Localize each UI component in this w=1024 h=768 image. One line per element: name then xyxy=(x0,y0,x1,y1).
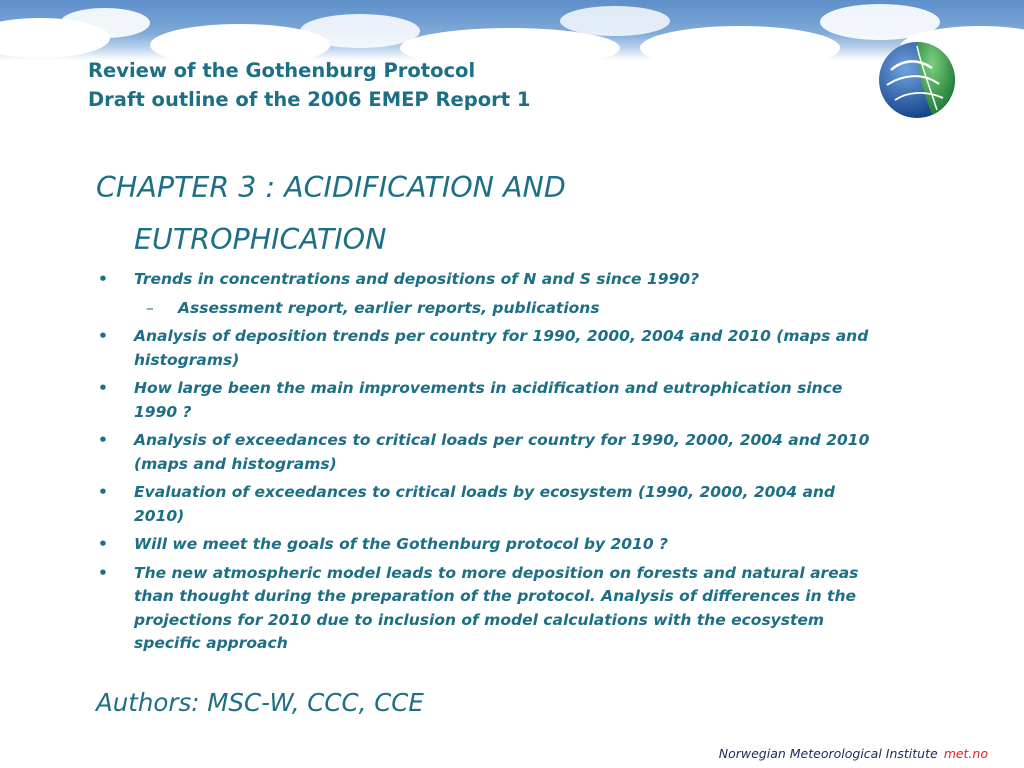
list-item xyxy=(96,377,876,424)
list-item-text: Trends in concentrations and depositions of N and S since 1990? xyxy=(134,270,700,288)
title-line-1: Review of the Gothenburg Protocol xyxy=(88,59,476,82)
footer xyxy=(719,746,988,761)
chapter-heading xyxy=(96,162,876,266)
bullet-marker: • xyxy=(98,563,108,582)
list-item xyxy=(96,297,876,321)
list-item xyxy=(96,325,876,372)
dash-marker: – xyxy=(146,298,154,317)
list-item xyxy=(96,481,876,528)
bullet-marker: • xyxy=(98,379,108,397)
authors-line: Authors: MSC-W, CCC, CCE xyxy=(96,688,424,717)
list-item xyxy=(96,533,876,557)
list-item-text: The new atmospheric model leads to more deposition on forests and natural areas than thought during the preparation of the protocol. Analysis of differences in the projections for 2010 due to inclusion of model calculations with the ecosystem specific approach xyxy=(134,563,859,652)
chapter-line-1: CHAPTER 3 : ACIDIFICATION AND xyxy=(96,171,566,204)
sky-banner xyxy=(0,0,1024,60)
bullet-marker: • xyxy=(98,431,108,449)
bullet-marker: • xyxy=(98,535,108,553)
bullet-marker: • xyxy=(98,327,108,345)
globe-leaf-logo-icon xyxy=(877,40,957,120)
chapter-line-2: EUTROPHICATION xyxy=(134,223,387,256)
slide-content xyxy=(96,162,876,661)
list-item xyxy=(96,562,876,656)
list-item-text: Analysis of exceedances to critical loads per country for 1990, 2000, 2004 and 2010 (maps and histograms) xyxy=(134,431,870,473)
title-line-2: Draft outline of the 2006 EMEP Report 1 xyxy=(88,88,531,111)
bullet-list xyxy=(96,268,876,656)
list-item xyxy=(96,429,876,476)
slide-title xyxy=(88,56,530,114)
footer-institute: Norwegian Meteorological Institute xyxy=(718,746,938,761)
bullet-marker: • xyxy=(98,483,108,501)
bullet-marker: • xyxy=(98,270,108,288)
list-item-text: Evaluation of exceedances to critical loads by ecosystem (1990, 2000, 2004 and 2010) xyxy=(134,483,836,525)
footer-brand-link[interactable]: met.no xyxy=(943,746,988,761)
list-item-text: Will we meet the goals of the Gothenburg protocol by 2010 ? xyxy=(134,535,669,553)
list-item-text: Analysis of deposition trends per country for 1990, 2000, 2004 and 2010 (maps and histograms) xyxy=(134,327,869,369)
list-item-text: How large been the main improvements in acidification and eutrophication since 1990 ? xyxy=(134,379,843,421)
list-item-text: Assessment report, earlier reports, publications xyxy=(178,298,600,317)
list-item xyxy=(96,268,876,292)
